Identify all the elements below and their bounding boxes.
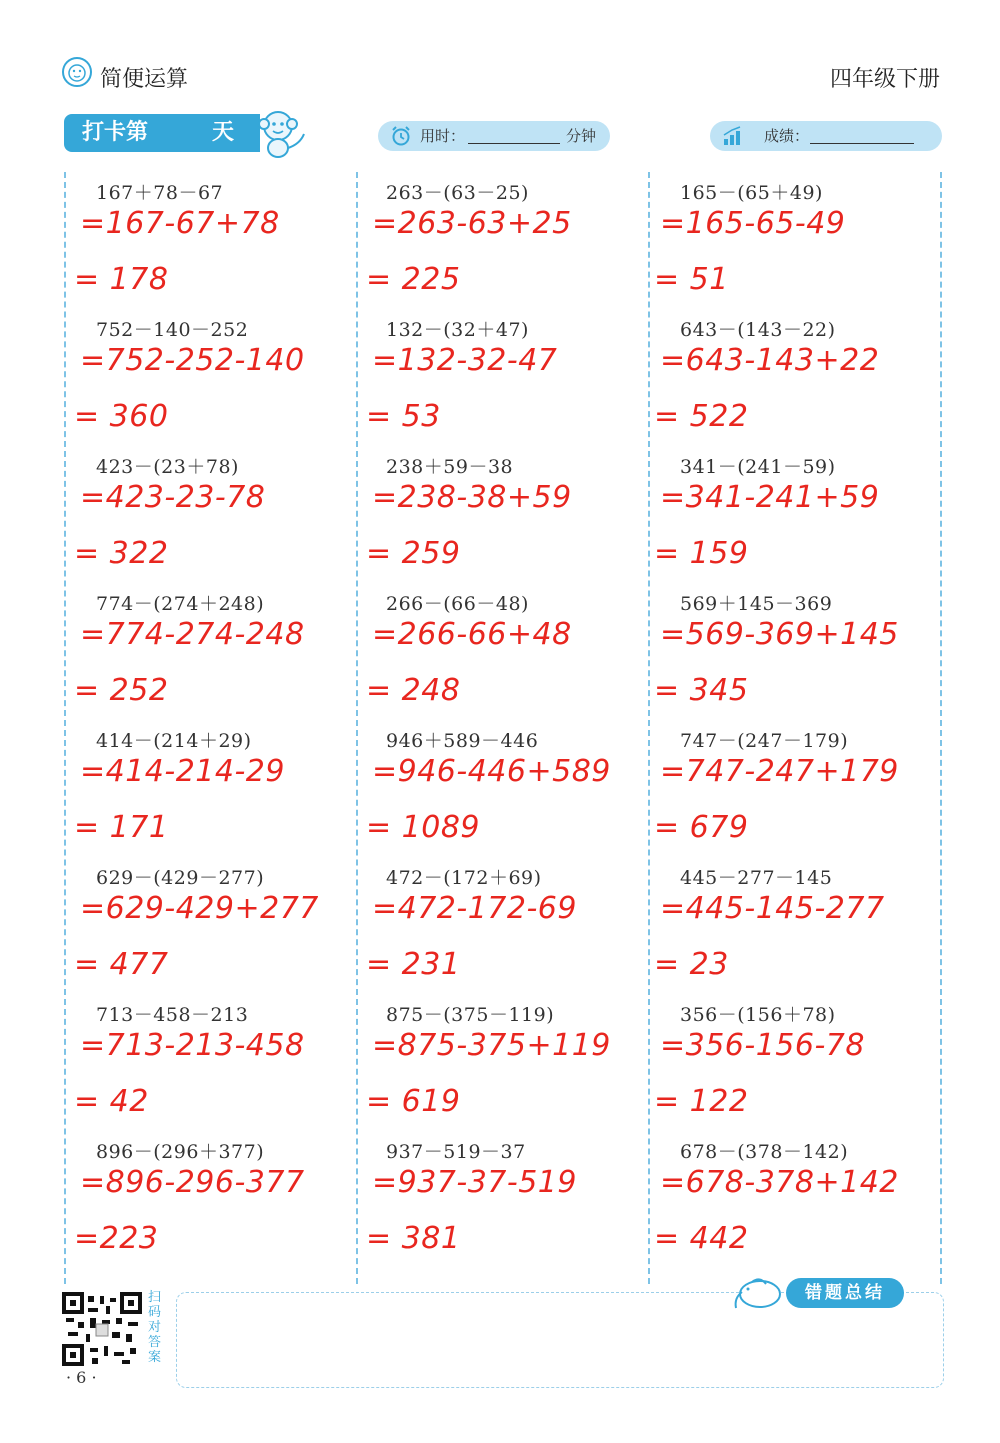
handwritten-answer: = 619 bbox=[366, 1084, 461, 1119]
section-title: 简便运算 bbox=[100, 67, 189, 92]
handwritten-answer: = 477 bbox=[74, 947, 169, 982]
handwritten-step: =896-296-377 bbox=[80, 1165, 305, 1200]
time-label: 用时： bbox=[420, 127, 466, 145]
problem-expression: 747－(247－179) bbox=[680, 730, 849, 752]
problem-expression: 132－(32＋47) bbox=[386, 319, 529, 341]
time-unit: 分钟 bbox=[565, 127, 596, 145]
elephant-icon bbox=[730, 1272, 786, 1312]
problem-expression: 678－(378－142) bbox=[680, 1141, 849, 1163]
lion-logo-icon bbox=[60, 56, 94, 90]
score-blank[interactable] bbox=[810, 143, 914, 144]
problem-expression: 643－(143－22) bbox=[680, 319, 836, 341]
problem-expression: 713－458－213 bbox=[96, 1004, 249, 1026]
handwritten-answer: = 381 bbox=[366, 1221, 461, 1256]
problem-expression: 629－(429－277) bbox=[96, 867, 265, 889]
problem-expression: 341－(241－59) bbox=[680, 456, 836, 478]
handwritten-answer: = 225 bbox=[366, 262, 461, 297]
qr-code-icon[interactable] bbox=[62, 1292, 142, 1366]
scan-for-answers-label: 扫码对答案 bbox=[148, 1290, 162, 1365]
problem-expression: 774－(274＋248) bbox=[96, 593, 265, 615]
problem-expression: 752－140－252 bbox=[96, 319, 249, 341]
checkin-day-unit: 天 bbox=[211, 120, 234, 145]
handwritten-step: =472-172-69 bbox=[372, 891, 577, 926]
handwritten-step: =569-369+145 bbox=[660, 617, 899, 652]
handwritten-step: =752-252-140 bbox=[80, 343, 305, 378]
problem-expression: 238＋59－38 bbox=[386, 456, 514, 478]
handwritten-answer: = 322 bbox=[74, 536, 169, 571]
problem-expression: 445－277－145 bbox=[680, 867, 833, 889]
error-summary-badge: 错题总结 bbox=[786, 1278, 904, 1308]
handwritten-step: =167-67+78 bbox=[80, 206, 280, 241]
handwritten-answer: = 252 bbox=[74, 673, 169, 708]
problem-expression: 472－(172＋69) bbox=[386, 867, 542, 889]
column-divider-right bbox=[940, 172, 942, 1284]
handwritten-step: =132-32-47 bbox=[372, 343, 558, 378]
handwritten-answer: = 442 bbox=[654, 1221, 749, 1256]
monkey-mascot-icon bbox=[250, 104, 310, 160]
problem-expression: 569＋145－369 bbox=[680, 593, 833, 615]
handwritten-step: =937-37-519 bbox=[372, 1165, 577, 1200]
handwritten-answer: = 679 bbox=[654, 810, 749, 845]
handwritten-answer: = 159 bbox=[654, 536, 749, 571]
handwritten-step: =423-23-78 bbox=[80, 480, 266, 515]
handwritten-step: =875-375+119 bbox=[372, 1028, 611, 1063]
handwritten-step: =629-429+277 bbox=[80, 891, 319, 926]
problem-expression: 263－(63－25) bbox=[386, 182, 529, 204]
handwritten-answer: = 53 bbox=[366, 399, 441, 434]
handwritten-answer: = 1089 bbox=[366, 810, 481, 845]
checkin-label: 打卡第 bbox=[82, 120, 149, 145]
time-field[interactable] bbox=[378, 121, 610, 151]
time-blank[interactable] bbox=[468, 143, 560, 144]
alarm-clock-icon bbox=[390, 125, 412, 147]
column-divider bbox=[356, 172, 358, 1284]
handwritten-answer: = 42 bbox=[74, 1084, 149, 1119]
problem-expression: 875－(375－119) bbox=[386, 1004, 555, 1026]
handwritten-step: =643-143+22 bbox=[660, 343, 880, 378]
grade-label: 四年级下册 bbox=[829, 67, 940, 92]
handwritten-step: =747-247+179 bbox=[660, 754, 899, 789]
handwritten-step: =263-63+25 bbox=[372, 206, 572, 241]
handwritten-step: =165-65-49 bbox=[660, 206, 846, 241]
handwritten-answer: =223 bbox=[74, 1221, 159, 1256]
problem-expression: 896－(296＋377) bbox=[96, 1141, 265, 1163]
handwritten-answer: = 259 bbox=[366, 536, 461, 571]
handwritten-answer: = 360 bbox=[74, 399, 169, 434]
checkin-banner bbox=[64, 114, 260, 152]
score-field[interactable] bbox=[710, 121, 942, 151]
handwritten-step: =266-66+48 bbox=[372, 617, 572, 652]
problem-expression: 414－(214＋29) bbox=[96, 730, 252, 752]
handwritten-step: =341-241+59 bbox=[660, 480, 880, 515]
handwritten-answer: = 51 bbox=[654, 262, 729, 297]
problem-expression: 423－(23＋78) bbox=[96, 456, 239, 478]
column-divider-left bbox=[64, 172, 66, 1284]
handwritten-step: =238-38+59 bbox=[372, 480, 572, 515]
page-number: · 6 · bbox=[66, 1368, 97, 1387]
handwritten-answer: = 122 bbox=[654, 1084, 749, 1119]
column-divider bbox=[648, 172, 650, 1284]
bar-chart-icon bbox=[722, 125, 744, 147]
handwritten-step: =713-213-458 bbox=[80, 1028, 305, 1063]
problem-expression: 167＋78－67 bbox=[96, 182, 224, 204]
handwritten-step: =414-214-29 bbox=[80, 754, 285, 789]
handwritten-answer: = 23 bbox=[654, 947, 729, 982]
handwritten-answer: = 345 bbox=[654, 673, 749, 708]
problem-expression: 165－(65＋49) bbox=[680, 182, 823, 204]
handwritten-answer: = 231 bbox=[366, 947, 461, 982]
problem-expression: 946＋589－446 bbox=[386, 730, 539, 752]
handwritten-step: =946-446+589 bbox=[372, 754, 611, 789]
handwritten-step: =774-274-248 bbox=[80, 617, 305, 652]
problem-expression: 937－519－37 bbox=[386, 1141, 526, 1163]
handwritten-answer: = 248 bbox=[366, 673, 461, 708]
handwritten-answer: = 171 bbox=[74, 810, 169, 845]
problem-expression: 356－(156＋78) bbox=[680, 1004, 836, 1026]
problem-expression: 266－(66－48) bbox=[386, 593, 529, 615]
handwritten-answer: = 178 bbox=[74, 262, 169, 297]
handwritten-step: =356-156-78 bbox=[660, 1028, 865, 1063]
handwritten-answer: = 522 bbox=[654, 399, 749, 434]
score-label: 成绩： bbox=[764, 127, 810, 145]
handwritten-step: =445-145-277 bbox=[660, 891, 885, 926]
handwritten-step: =678-378+142 bbox=[660, 1165, 899, 1200]
